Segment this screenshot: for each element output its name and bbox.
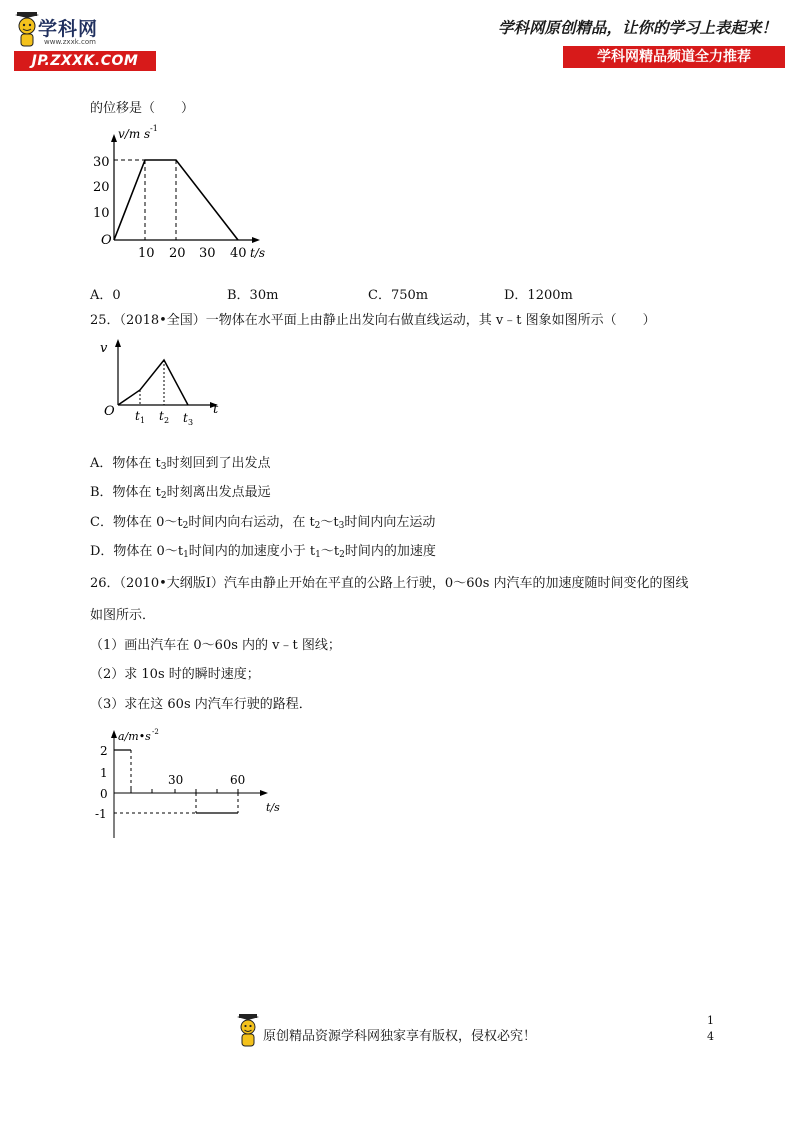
q25-t3-label: t	[183, 411, 188, 425]
q24-ylabel-sup: -1	[150, 124, 158, 133]
q25-vt-graph	[90, 335, 230, 430]
q25-option-a[interactable]	[90, 455, 271, 476]
q24-ytick: 20	[93, 180, 110, 195]
q26-ytick: 1	[100, 766, 108, 780]
q25-option-c-sub: 3	[338, 521, 345, 531]
q24-option-c[interactable]: C．750m	[368, 288, 429, 303]
q26-xtick: 60	[230, 773, 246, 787]
q24-x-arrow	[252, 237, 260, 243]
q25-option-d-sub: 1	[183, 550, 189, 560]
q25-option-b[interactable]	[90, 484, 271, 505]
q25-option-c-sub: 2	[182, 521, 189, 531]
q24-ylabel: v/m s	[118, 127, 151, 141]
q25-option-d-text: 时间内的加速度小于 t	[188, 544, 316, 559]
q25-option-d-text: ～t	[320, 544, 340, 559]
logo-text: 学科网	[38, 18, 99, 40]
q25-option-c-text: 时间内向左运动	[344, 515, 436, 530]
q24-xtick: 40	[230, 246, 247, 261]
header-slogan-bar: 学科网精品频道全力推荐	[563, 46, 785, 68]
q25-option-c-sub: 2	[314, 521, 321, 531]
q25-velocity-line	[118, 360, 188, 405]
q24-option-b[interactable]: B．30m	[227, 288, 279, 303]
q25-origin: O	[104, 404, 115, 419]
q25-option-a-text: 时刻回到了出发点	[166, 456, 271, 471]
q26-stem-line2: 如图所示．	[90, 608, 156, 623]
q25-option-c-text: 时间内向右运动，在 t	[188, 515, 315, 530]
page-number-top: 1	[707, 1014, 714, 1027]
q24-ytick: 30	[93, 155, 110, 170]
q26-stem-line1: 26．（2010•大纲版Ⅰ）汽车由静止开始在平直的公路上行驶，0～60s 内汽车的加速度随时间变化的图线	[90, 576, 689, 591]
q25-t1-label: t	[135, 409, 140, 423]
q26-x-arrow	[260, 790, 268, 796]
q26-sub-question-1: （1）画出汽车在 0～60s 内的 v﹣t 图线；	[90, 638, 341, 653]
q24-xtick: 30	[199, 246, 216, 261]
page-number-bottom: 4	[707, 1030, 714, 1043]
q24-stem-tail: 的位移是（ ）	[90, 101, 195, 116]
q25-option-a-text: A．物体在 t	[90, 456, 161, 471]
q26-at-graph	[88, 722, 298, 842]
q26-ytick: -1	[95, 807, 107, 821]
logo-domain-bar[interactable]: JP.ZXXK.COM	[14, 51, 156, 71]
q26-ytick: 0	[100, 787, 108, 801]
q25-option-b-sub: 2	[160, 491, 167, 501]
q26-xtick: 30	[168, 773, 184, 787]
q26-sub-question-2: （2）求 10s 时的瞬时速度；	[90, 667, 260, 682]
q25-option-c[interactable]	[90, 514, 435, 535]
q25-option-d-sub: 2	[339, 550, 345, 560]
q25-stem: 25．（2018•全国）一物体在水平面上由静止出发向右做直线运动，其 v﹣t 图象如图所示（ ）	[90, 313, 656, 328]
q24-option-a[interactable]: A．0	[90, 288, 121, 303]
logo-mascot-icon	[14, 12, 40, 48]
header-slogan: 学科网原创精品，让你的学习上表起来！	[498, 18, 778, 37]
q25-ylabel: v	[100, 341, 108, 356]
q26-sub-question-3: （3）求在这 60s 内汽车行驶的路程．	[90, 697, 312, 712]
q25-option-c-text: ～t	[320, 515, 339, 530]
q24-option-d[interactable]: D．1200m	[504, 288, 573, 303]
q24-vt-graph	[80, 122, 280, 262]
q24-velocity-line	[114, 160, 238, 240]
q25-y-arrow	[115, 339, 121, 347]
q25-t2-sub: 2	[164, 416, 170, 425]
q26-ylabel: a/m•s	[118, 730, 151, 743]
q24-y-arrow	[111, 134, 117, 142]
q26-xlabel: t/s	[266, 801, 280, 814]
q25-option-b-text: 时刻离出发点最远	[166, 485, 271, 500]
q25-xlabel: t	[213, 402, 219, 417]
footer-mascot-icon	[236, 1014, 260, 1048]
q25-option-d[interactable]	[90, 543, 436, 564]
q25-t2-label: t	[159, 409, 164, 423]
q26-ytick: 2	[100, 744, 108, 758]
q25-option-d-text: 时间内的加速度	[344, 544, 436, 559]
q25-option-b-text: B．物体在 t	[90, 485, 161, 500]
q24-xtick: 20	[169, 246, 186, 261]
q25-option-c-text: C．物体在 0～t	[90, 515, 183, 530]
q25-option-d-sub: 1	[315, 550, 321, 560]
q24-xtick: 10	[138, 246, 155, 261]
q24-origin: O	[101, 233, 112, 248]
q26-y-arrow	[111, 730, 117, 738]
q24-xlabel: t/s	[250, 246, 266, 260]
logo-subtext: www.zxxk.com	[44, 38, 96, 46]
q25-option-d-text: D．物体在 0～t	[90, 544, 184, 559]
q25-t1-sub: 1	[140, 416, 146, 425]
q24-ytick: 10	[93, 206, 110, 221]
q25-option-a-sub: 3	[160, 462, 167, 472]
footer-copyright: 原创精品资源学科网独家享有版权，侵权必究！	[263, 1029, 537, 1044]
q26-ylabel-sup: -2	[152, 728, 159, 736]
q25-t3-sub: 3	[188, 418, 194, 427]
